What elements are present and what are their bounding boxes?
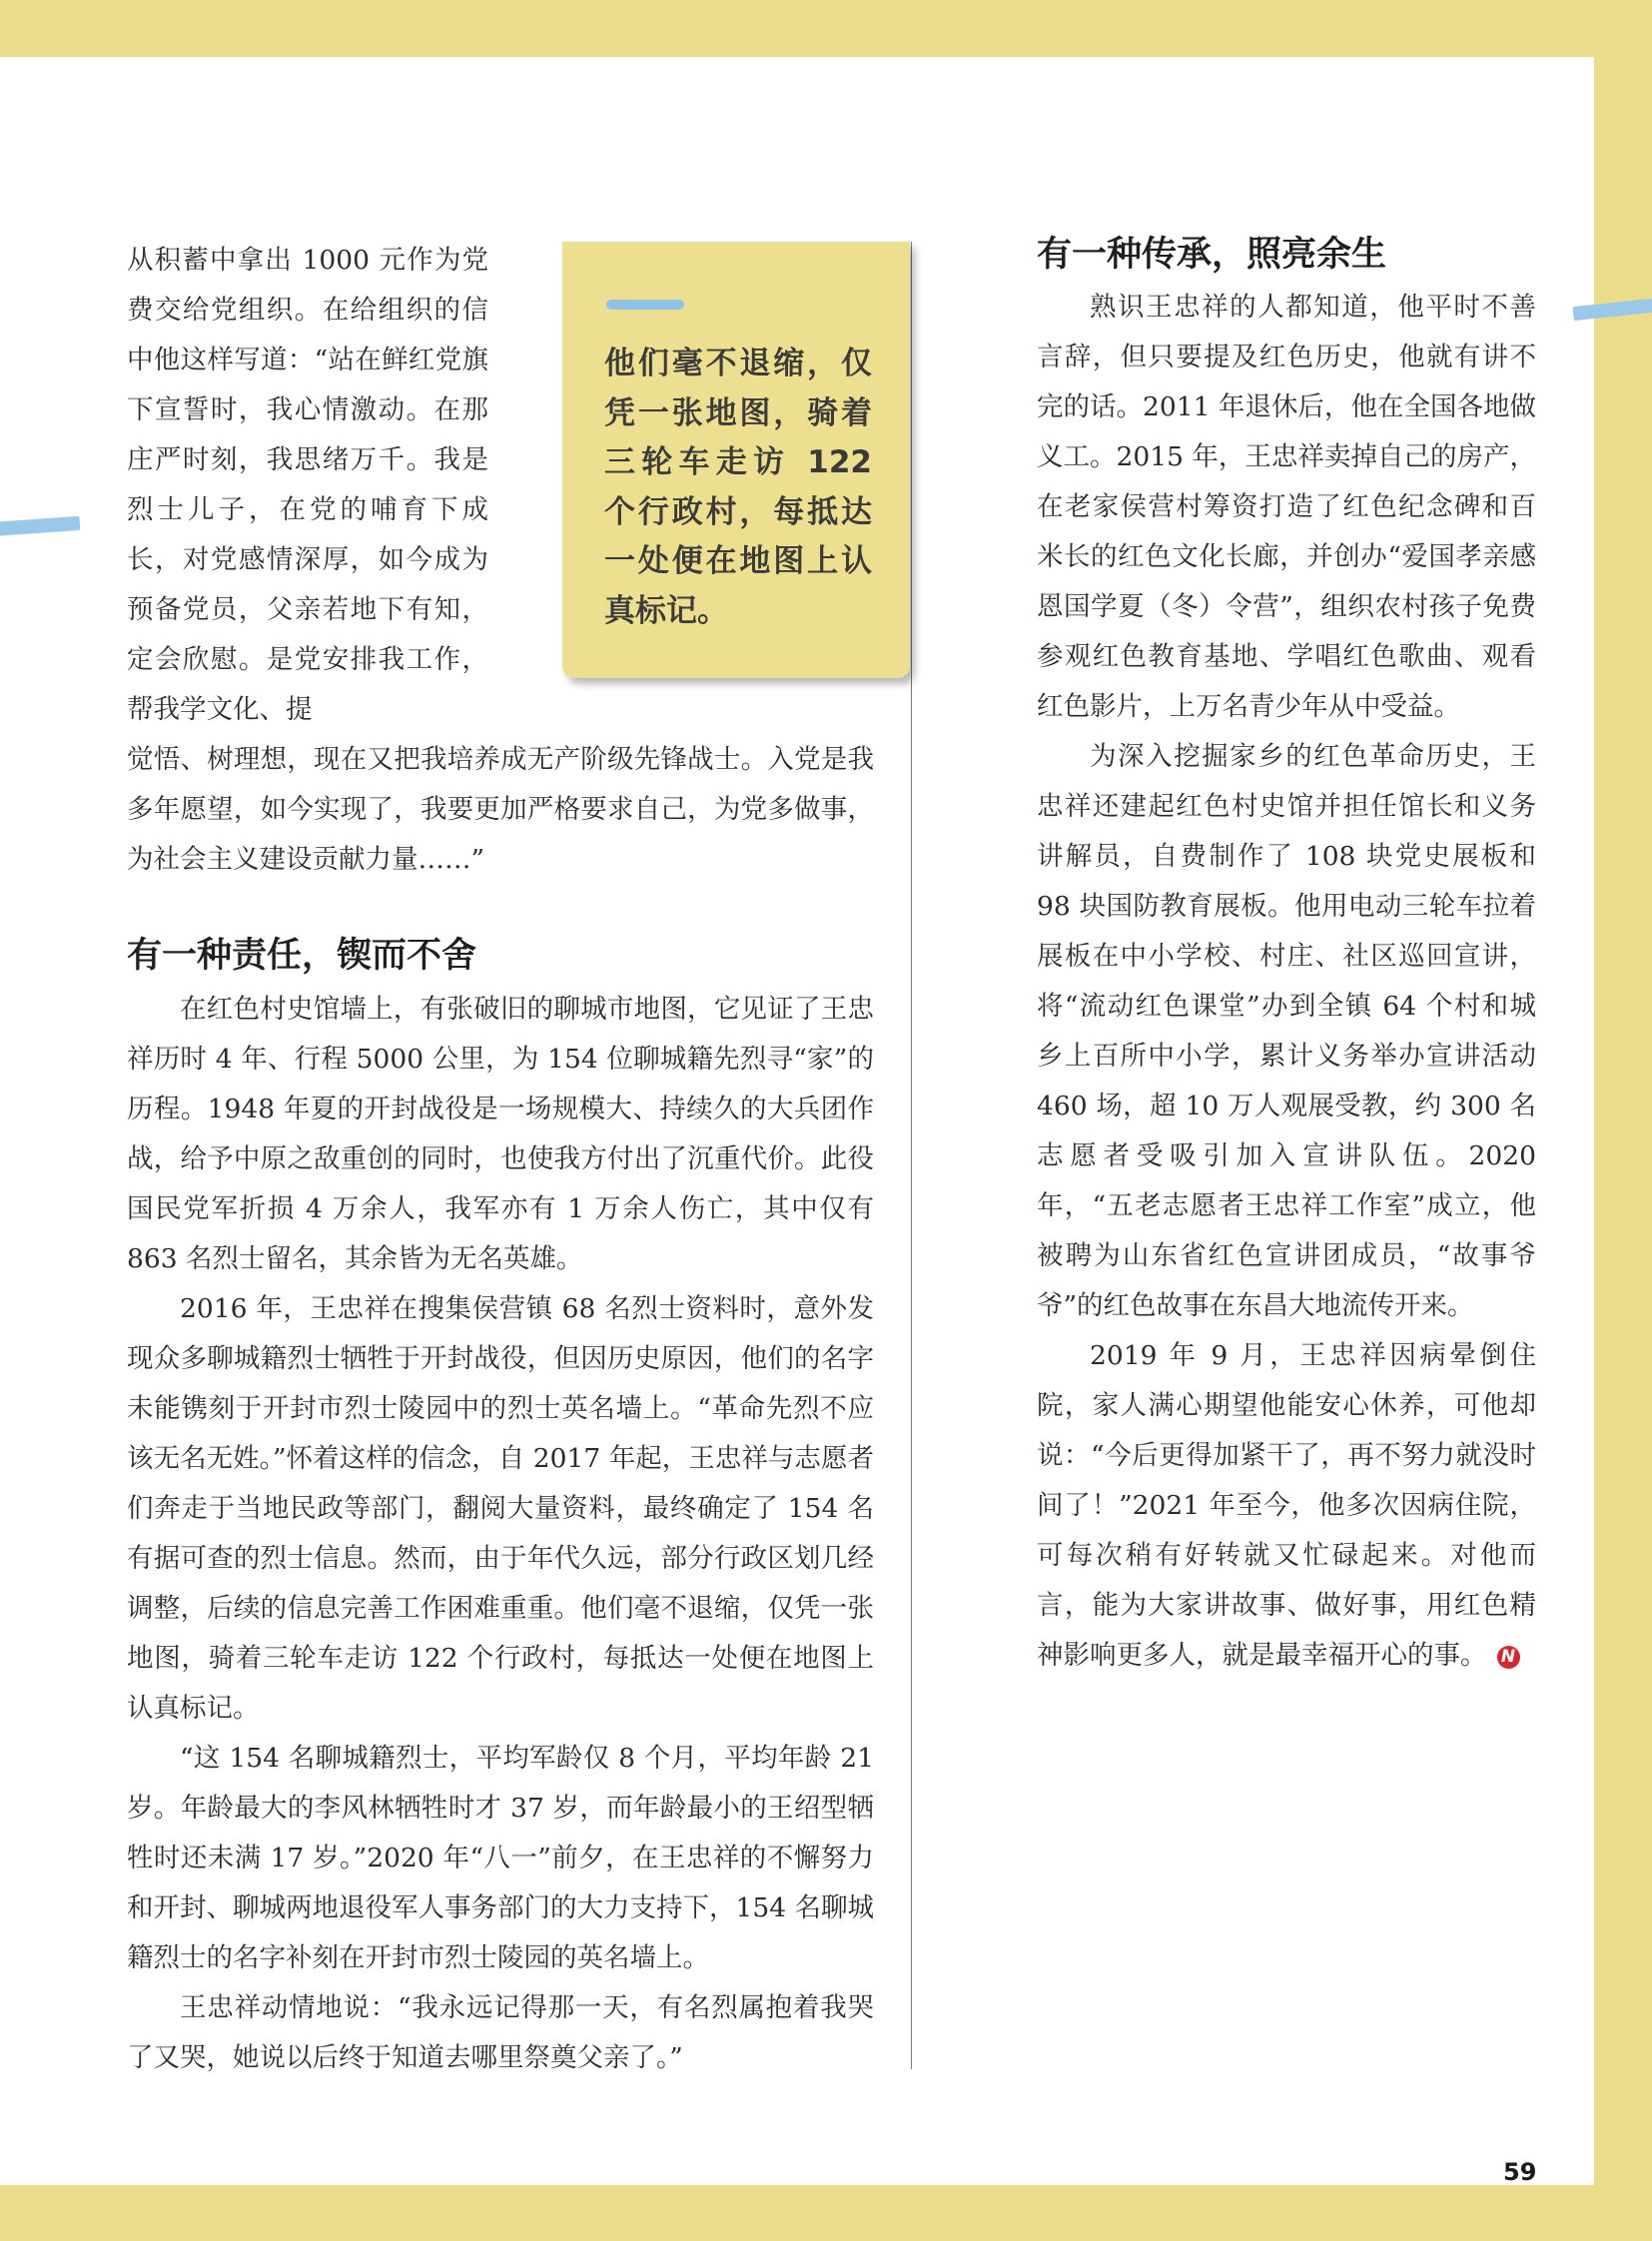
pull-quote-accent-bar (606, 300, 684, 310)
section-heading-inheritance: 有一种传承，照亮余生 (1037, 235, 1387, 275)
left-column-body (127, 735, 874, 885)
page-number: 59 (1503, 2158, 1537, 2186)
intro-paragraph: 从积蓄中拿出 1000 元作为党费交给党组织。在给组织的信中他这样写道：“站在鲜红党旗下宣誓时，我心情激动。在那庄严时刻，我思绪万千。我是烈士儿子，在党的哺育下成长，对党感情深厚，如今成为预备党员，父亲若地下有知，定会欣慰。是党安排我工作，帮我学文化、提 (127, 245, 488, 725)
pull-quote-box (562, 242, 910, 678)
body-paragraph: “这 154 名聊城籍烈士，平均军龄仅 8 个月，平均年龄 21 岁。年龄最大的李风林牺牲时才 37 岁，而年龄最小的王绍型牺牲时还未满 17 岁。”2020 年“八一”前夕，在王忠祥的不懈努力和开封、聊城两地退役军人事务部门的大力支持下，154 名聊城籍烈士的名字补刻在开封市烈士陵园的英名墙上。 (127, 1743, 875, 1973)
left-column-top (127, 236, 488, 735)
body-paragraph: 为深入挖掘家乡的红色革命历史，王忠祥还建起红色村史馆并担任馆长和义务讲解员，自费制作了 108 块党史展板和 98 块国防教育展板。他用电动三轮车拉着展板在中小学校、村庄、社区巡回宣讲，将“流动红色课堂”办到全镇 64 个村和城乡上百所中小学，累计义务举办宣讲活动 460 场，超 10 万人观展受教，约 300 名志愿者受吸引加入宣讲队伍。2020 年，“五老志愿者王忠祥工作室”成立，他被聘为山东省红色宣讲团成员，“故事爷爷”的红色故事在东昌大地流传开来。 (1037, 741, 1536, 1321)
end-mark-icon: N (1497, 1646, 1520, 1669)
right-column-body (1037, 283, 1536, 1681)
column-divider (911, 242, 912, 2069)
intro-paragraph-continued: 觉悟、树理想，现在又把我培养成无产阶级先锋战士。入党是我多年愿望，如今实现了，我要更加严格要求自己，为党多做事，为社会主义建设贡献力量……” (127, 744, 874, 875)
left-column-section (127, 985, 874, 2083)
body-paragraph-final (1037, 1331, 1536, 1681)
pull-quote-text: 他们毫不退缩，仅凭一张地图，骑着三轮车走访 122 个行政村，每抵达一处便在地图上认真标记。 (604, 346, 872, 629)
section-heading-responsibility: 有一种责任，锲而不舍 (127, 936, 477, 976)
body-paragraph: 熟识王忠祥的人都知道，他平时不善言辞，但只要提及红色历史，他就有讲不完的话。2011 年退休后，他在全国各地做义工。2015 年，王忠祥卖掉自己的房产，在老家侯营村筹资打造了红色纪念碑和百米长的红色文化长廊，并创办“爱国孝亲感恩国学夏（冬）令营”，组织农村孩子免费参观红色教育基地、学唱红色歌曲、观看红色影片，上万名青少年从中受益。 (1037, 292, 1536, 722)
body-paragraph: 2016 年，王忠祥在搜集侯营镇 68 名烈士资料时，意外发现众多聊城籍烈士牺牲于开封战役，但因历史原因，他们的名字未能镌刻于开封市烈士陵园中的烈士英名墙上。“革命先烈不应该无名无姓。”怀着这样的信念，自 2017 年起，王忠祥与志愿者们奔走于当地民政等部门，翻阅大量资料，最终确定了 154 名有据可查的烈士信息。然而，由于年代久远，部分行政区划几经调整，后续的信息完善工作困难重重。他们毫不退缩，仅凭一张地图，骑着三轮车走访 122 个行政村，每抵达一处便在地图上认真标记。 (127, 1293, 874, 1724)
body-paragraph: 王忠祥动情地说：“我永远记得那一天，有名烈属抱着我哭了又哭，她说以后终于知道去哪里祭奠父亲了。” (127, 1992, 874, 2073)
final-paragraph-text: 2019 年 9 月，王忠祥因病晕倒住院，家人满心期望他能安心休养，可他却说：“今后更得加紧干了，再不努力就没时间了！”2021 年至今，他多次因病住院，可每次稍有好转就又忙碌起来。对他而言，能为大家讲故事、做好事，用红色精神影响更多人，就是最幸福开心的事。 (1037, 1340, 1536, 1671)
body-paragraph: 在红色村史馆墙上，有张破旧的聊城市地图，它见证了王忠祥历时 4 年、行程 5000 公里，为 154 位聊城籍先烈寻“家”的历程。1948 年夏的开封战役是一场规模大、持续久的大兵团作战，给予中原之敌重创的同时，也使我方付出了沉重代价。此役国民党军折损 4 万余人，我军亦有 1 万余人伤亡，其中仅有 863 名烈士留名，其余皆为无名英雄。 (127, 994, 874, 1274)
